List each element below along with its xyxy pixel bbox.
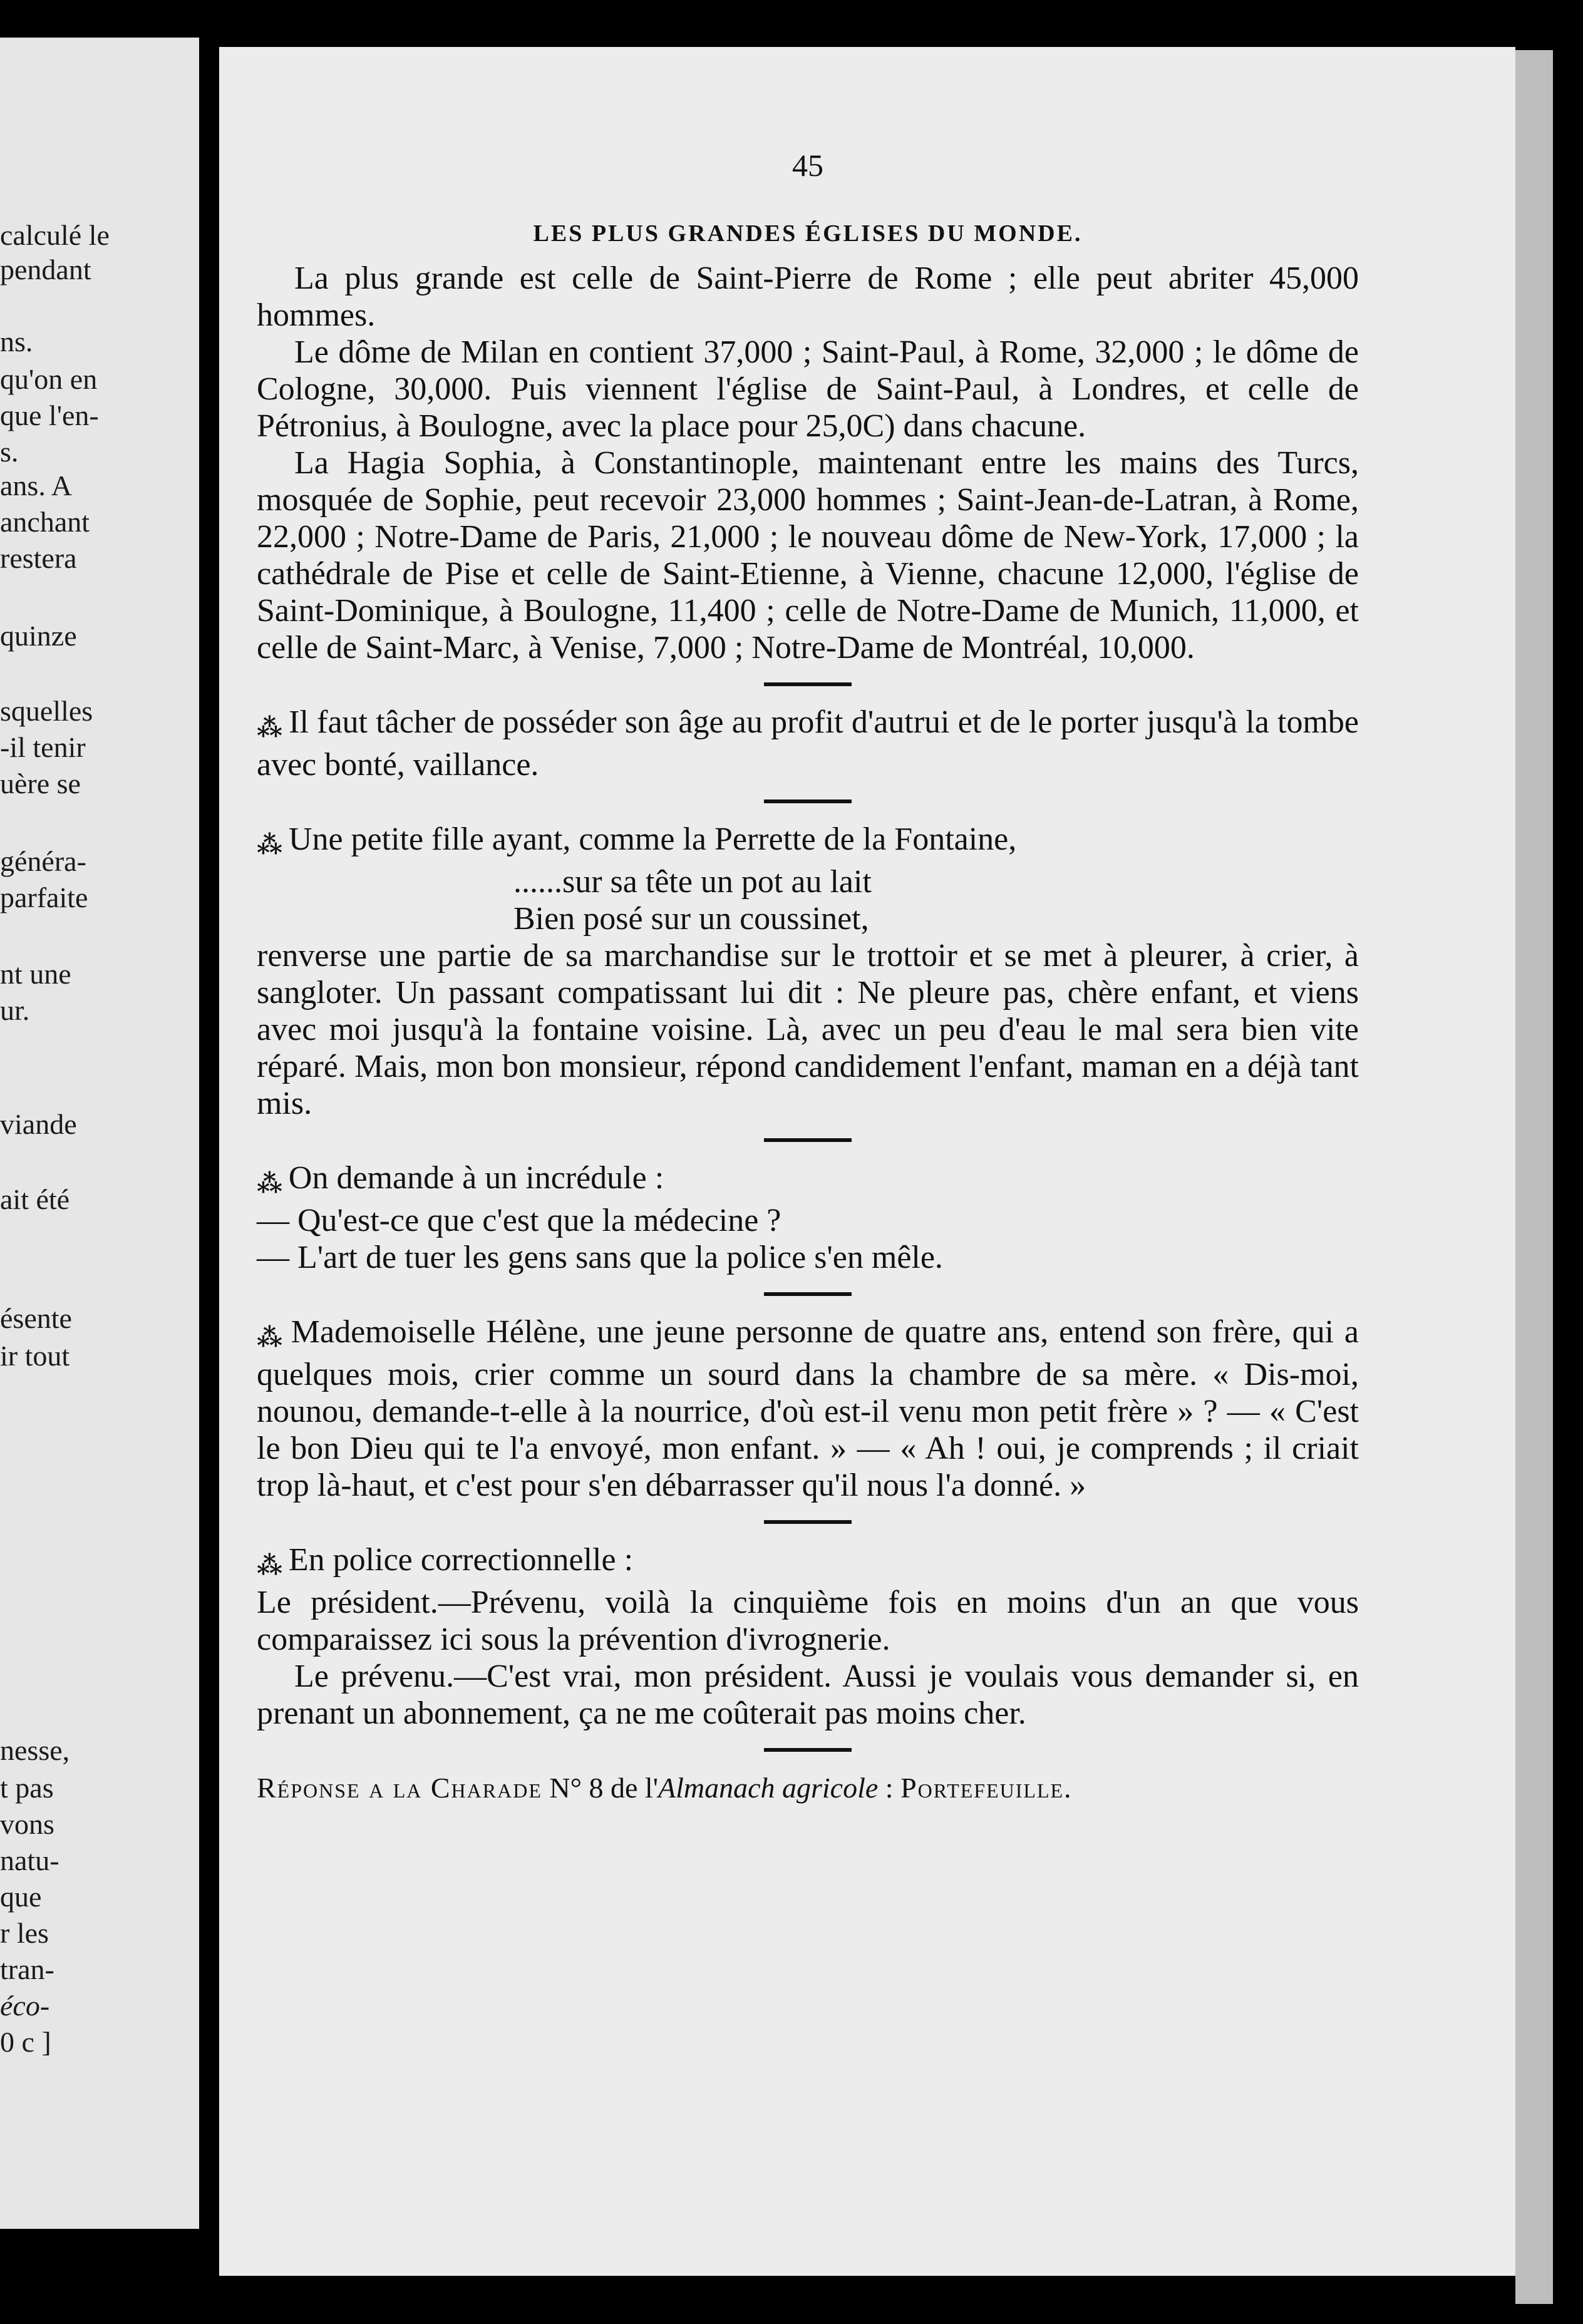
paragraph: Le dôme de Milan en contient 37,000 ; Saint-Paul, à Rome, 32,000 ; le dôme de Cologne, 30,000. Puis viennent l'église de Saint-Paul, à Londres, et celle de Pétronius, à Boulogne, avec la place pour 25,0C) dans chacune. [257,334,1359,444]
separator-rule [764,1138,852,1142]
asterism-icon: ⁂ [257,831,282,859]
page-edge [1515,50,1553,2304]
prev-line: tran- [0,1953,54,1985]
anecdote-police-intro [257,1541,1359,1584]
prev-line: natu- [0,1844,59,1876]
prev-line: pendant [0,254,91,285]
answer-separator: : [878,1772,901,1804]
asterism-icon: ⁂ [257,1170,282,1198]
prev-line: qu'on en [0,363,98,395]
section-heading: LES PLUS GRANDES ÉGLISES DU MONDE. [533,220,1083,247]
separator-rule [764,1292,852,1296]
charade-answer [257,1769,1359,1806]
paragraph-text: On demande à un incrédule : [288,1160,664,1196]
prev-line: nesse, [0,1734,70,1766]
previous-page-fragment [0,38,199,2229]
separator-rule [764,1748,852,1752]
answer-label: Réponse a la Charade [257,1772,542,1804]
prev-line: quinze [0,620,77,652]
prev-line: anchant [0,506,90,538]
paragraph-text: Une petite fille ayant, comme la Perrette de la Fontaine, [288,821,1017,857]
page-content [257,147,1359,1806]
dialogue-line: — L'art de tuer les gens sans que la police s'en mêle. [257,1240,943,1275]
separator-rule [764,682,852,686]
dialogue-paragraph: Le prévenu.—C'est vrai, mon président. Aussi je voulais vous demander si, en prenant un abonnement, ça ne me coûterait pas moins cher. [257,1658,1359,1731]
asterism-icon: ⁂ [257,1324,285,1352]
prev-line: éco- [0,1990,50,2022]
paragraph-text: Mademoiselle Hélène, une jeune personne de quatre ans, entend son frère, qui a quelques mois, crier comme un sourd dans la chambre de sa mère. « Dis-moi, nounou, demande-t-elle à la nourrice, d'où est-il venu mon petit frère » ? — « C'est le bon Dieu qui te l'a envoyé, mon enfant. » — « Ah ! oui, je comprends ; il criait trop là-haut, et c'est pour s'en débarrasser qu'il nous l'a donné. » [257,1314,1359,1503]
prev-line: restera [0,542,77,574]
anecdote-helene [257,1314,1359,1504]
prev-line: généra- [0,845,86,877]
page-number: 45 [792,148,823,183]
verse-line: ......sur sa tête un pot au lait [513,864,872,900]
separator-rule [764,1520,852,1524]
prev-line: uère se [0,768,81,800]
prev-line: ns. [0,326,33,357]
answer-number: N° 8 de l' [549,1772,658,1804]
prev-line: ur. [0,994,30,1026]
book-page [219,47,1515,2276]
paragraph: La Hagia Sophia, à Constantinople, maintenant entre les mains des Turcs, mosquée de Sophie, peut recevoir 23,000 hommes ; Saint-Jean-de-Latran, à Rome, 22,000 ; Notre-Dame de Paris, 21,000 ; le nouveau dôme de New-York, 17,000 ; la cathédrale de Pise et celle de Saint-Etienne, à Vienne, chacune 12,000, l'église de Saint-Dominique, à Boulogne, 11,400 ; celle de Notre-Dame de Munich, 11,000, et celle de Saint-Marc, à Venise, 7,000 ; Notre-Dame de Montréal, 10,000. [257,445,1359,666]
prev-line: que [0,1881,42,1913]
anecdote-incredule-intro [257,1159,1359,1202]
asterism-icon: ⁂ [257,714,283,742]
answer-source: Almanach agricole [657,1772,879,1804]
paragraph-text: Il faut tâcher de posséder son âge au profit d'autrui et de le porter jusqu'à la tombe avec bonté, vaillance. [257,704,1359,783]
prev-line: -il tenir [0,731,86,763]
dialogue-line: — Qu'est-ce que c'est que la médecine ? [257,1203,781,1238]
prev-line: 0 c ] [0,2026,51,2058]
prev-line: ir tout [0,1340,70,1372]
paragraph: La plus grande est celle de Saint-Pierre de Rome ; elle peut abriter 45,000 hommes. [257,260,1359,333]
prev-line: nt une [0,958,71,990]
prev-line: ans. A [0,470,72,501]
verse-line: Bien posé sur un coussinet, [513,901,869,937]
separator-rule [764,800,852,803]
anecdote-milk-intro [257,821,1359,863]
paragraph: renverse une partie de sa marchandise sur le trottoir et se met à pleurer, à crier, à sangloter. Un passant compatissant lui dit : Ne pleure pas, chère enfant, et viens avec moi jusqu'à la fontaine voisine. Là, avec un peu d'eau le mal sera bien vite réparé. Mais, mon bon monsieur, répond candidement l'enfant, maman en a déjà tant mis. [257,938,1359,1121]
prev-line: parfaite [0,882,88,913]
prev-line: t pas [0,1772,54,1804]
prev-line: squelles [0,695,93,727]
prev-line: vons [0,1808,54,1840]
dialogue-paragraph: Le président.—Prévenu, voilà la cinquième fois en moins d'un an que vous comparaissez ici sous la prévention d'ivrognerie. [257,1585,1359,1657]
anecdote-age [257,704,1359,783]
prev-line: calculé le [0,219,110,251]
asterism-icon: ⁂ [257,1551,282,1580]
prev-line: viande [0,1108,77,1140]
paragraph-text: En police correctionnelle : [288,1542,634,1578]
prev-line: ésente [0,1302,72,1334]
prev-line: r les [0,1917,49,1949]
prev-line: que l'en- [0,399,99,431]
answer-word: Portefeuille. [900,1772,1073,1804]
prev-line: ait été [0,1183,70,1215]
prev-line: s. [0,436,19,468]
